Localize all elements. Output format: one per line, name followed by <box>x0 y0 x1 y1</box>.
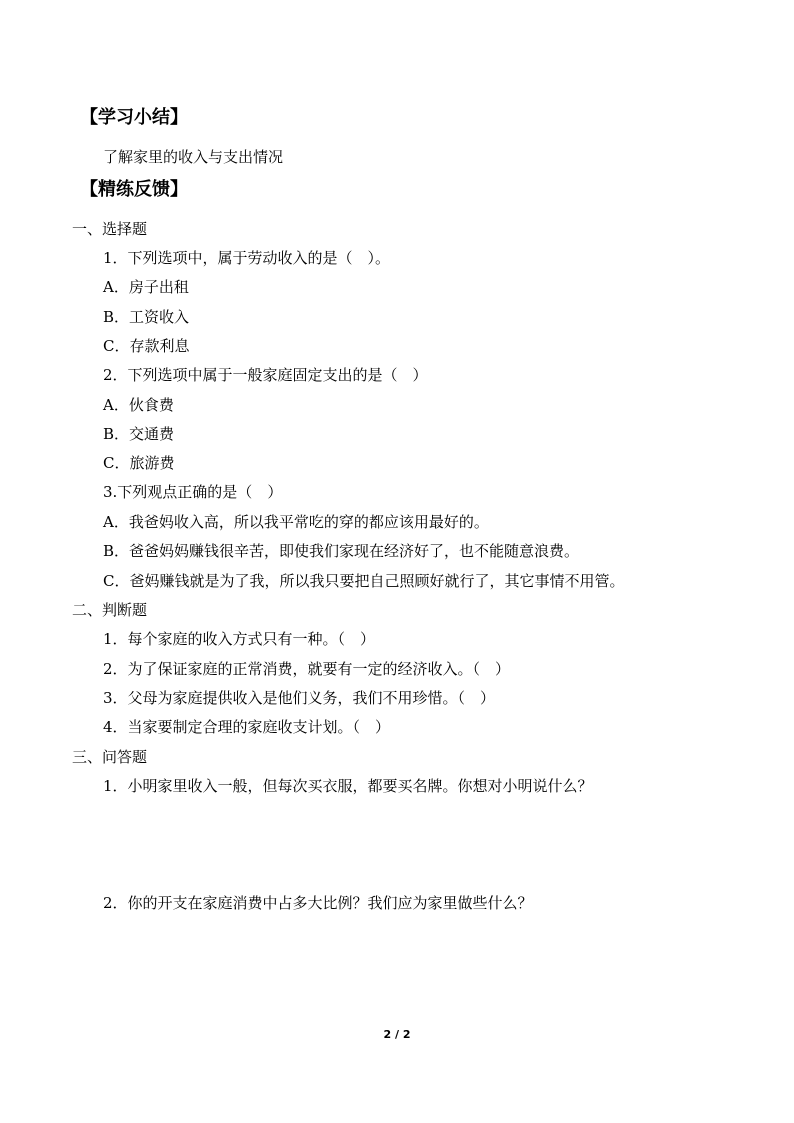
question-option: B．工资收入 <box>103 308 190 326</box>
practice-heading: 【精练反馈】 <box>80 179 188 200</box>
question-option: C．旅游费 <box>103 454 175 472</box>
summary-heading: 【学习小结】 <box>80 107 188 128</box>
qa-item: 1．小明家里收入一般，但每次买衣服，都要买名牌。你想对小明说什么？ <box>103 777 593 795</box>
question-stem: 1．下列选项中，属于劳动收入的是（ ）。 <box>103 249 391 267</box>
question-option: B．交通费 <box>103 425 175 443</box>
section-title-qa: 三、问答题 <box>72 748 148 766</box>
question-option: C．存款利息 <box>103 337 190 355</box>
question-option: A．我爸妈收入高，所以我平常吃的穿的都应该用最好的。 <box>103 513 489 531</box>
section-title-choice: 一、选择题 <box>72 220 148 238</box>
question-option: C．爸妈赚钱就是为了我，所以我只要把自己照顾好就行了，其它事情不用管。 <box>103 572 625 590</box>
question-option: B．爸爸妈妈赚钱很辛苦，即使我们家现在经济好了，也不能随意浪费。 <box>103 542 580 560</box>
page-number: 2 / 2 <box>383 1028 411 1041</box>
summary-text: 了解家里的收入与支出情况 <box>103 148 284 166</box>
judgement-item: 4．当家要制定合理的家庭收支计划。（ ） <box>103 718 391 736</box>
question-stem: 2．下列选项中属于一般家庭固定支出的是（ ） <box>103 366 428 384</box>
section-title-judgement: 二、判断题 <box>72 601 148 619</box>
question-option: A．伙食费 <box>103 396 174 414</box>
qa-item: 2．你的开支在家庭消费中占多大比例？我们应为家里做些什么？ <box>103 894 533 912</box>
question-stem: 3.下列观点正确的是（ ） <box>103 483 283 501</box>
question-option: A．房子出租 <box>103 278 189 296</box>
judgement-item: 1．每个家庭的收入方式只有一种。（ ） <box>103 630 376 648</box>
judgement-item: 3．父母为家庭提供收入是他们义务，我们不用珍惜。（ ） <box>103 689 496 707</box>
judgement-item: 2．为了保证家庭的正常消费，就要有一定的经济收入。（ ） <box>103 660 511 678</box>
